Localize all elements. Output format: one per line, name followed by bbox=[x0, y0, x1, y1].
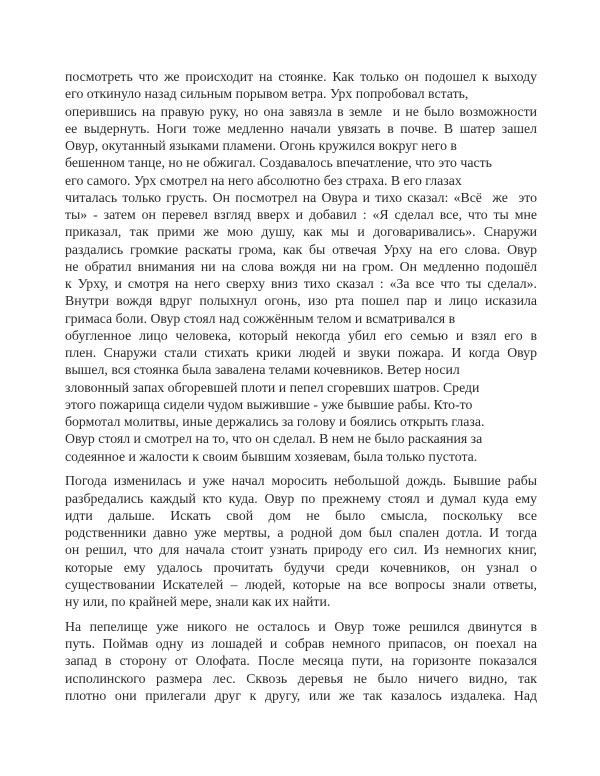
text-line: Погода изменилась и уже начал моросить небольшой дождь. Бывшие рабы bbox=[65, 473, 537, 489]
paragraph bbox=[65, 472, 537, 610]
text-line: раздались громкие раскаты грома, как бы отвечая Урху на его слова. Овур bbox=[65, 241, 537, 257]
text-line: не обратил внимания ни на слова вождя ни на гром. Он медленно подошёл bbox=[65, 258, 537, 274]
text-line: Овур стоял и смотрел на то, что он сделал. В нем не было раскаяния за bbox=[65, 431, 483, 447]
text-line: На пепелище уже никого не осталось и Овур тоже решился двинутся в bbox=[65, 618, 537, 634]
text-line: гримаса боли. Овур стоял над сожжённым телом и всматривался в bbox=[65, 310, 456, 326]
text-line: идти дальше. Искать свой дом не было смысла, поскольку все bbox=[65, 507, 537, 523]
text-line: Овур, окутанный языками пламени. Огонь кружился вокруг него в bbox=[65, 138, 457, 153]
text-line: этого пожарища сидели чудом выжившие - уже бывшие рабы. Кто-то bbox=[65, 396, 473, 412]
text-line: его откинуло назад сильным порывом ветра. Урх попробовал встать, bbox=[65, 86, 469, 102]
text-line: родственники давно уже мертвы, а родной дом был спален дотла. И тогда bbox=[65, 525, 537, 540]
text-line: зловонный запах обгоревшей плоти и пепел сгоревших шатров. Среди bbox=[65, 379, 480, 395]
text-line: которые ему удалось прочитать будучи среди кочевников, он узнал о bbox=[65, 559, 537, 575]
paragraph bbox=[65, 68, 537, 465]
text-line: читалась только грусть. Он посмотрел на Овура и тихо сказал: «Всё же это bbox=[65, 189, 537, 205]
text-line: разбредались каждый кто куда. Овур по прежнему стоял и думал куда ему bbox=[65, 490, 537, 506]
text-line: путь. Поймав одну из лошадей и собрав немного припасов, он поехал на bbox=[65, 636, 537, 651]
text-line: посмотреть что же происходит на стоянке. Как только он подошел к выходу bbox=[65, 69, 537, 84]
paragraph bbox=[65, 618, 537, 704]
text-line: его самого. Урх смотрел на него абсолютно без страха. В его глазах bbox=[65, 172, 462, 188]
text-line: бешенном танце, но не обжигал. Создавалось впечатление, что это часть bbox=[65, 155, 492, 171]
text-line: плотно они прилегали друг к другу, или же так казалось издалека. Над bbox=[65, 687, 537, 703]
text-line: плен. Снаружи стали стихать крики людей и звуки пожара. И когда Овур bbox=[65, 345, 537, 360]
text-line: приказал, так прими же мою душу, как мы и договаривались». Снаружи bbox=[65, 224, 537, 240]
text-line: к Урху, и смотря на него сверху вниз тихо сказал : «За все что ты сделал». bbox=[65, 276, 537, 291]
text-line: оперившись на правую руку, но она завязла в земле и не было возможности bbox=[65, 103, 537, 119]
text-line: содеянное и жалости к своим бывшим хозяевам, была только пустота. bbox=[65, 448, 478, 464]
text-line: вышел, вся стоянка была завалена телами кочевников. Ветер носил bbox=[65, 362, 460, 378]
text-line: бормотал молитвы, иные держались за голову и боялись открыть глаза. bbox=[65, 414, 485, 429]
text-line: Внутри вождя вдруг полыхнул огонь, изо рта пошел пар и лицо исказила bbox=[65, 293, 537, 309]
page-text bbox=[65, 68, 537, 704]
text-line: обугленное лицо человека, который некогда убил его семью и взял его в bbox=[65, 327, 537, 343]
text-line: исполинского размера лес. Сквозь деревья не было ничего видно, так bbox=[65, 670, 537, 686]
text-line: ну или, по крайней мере, знали как их найти. bbox=[65, 594, 331, 609]
text-line: ее выдернуть. Ноги тоже медленно начали увязать в почве. В шатер зашел bbox=[65, 120, 537, 136]
text-line: существовании Искателей – людей, которые на все вопросы знали ответы, bbox=[65, 576, 537, 592]
text-line: ты» - затем он перевел взгляд вверх и добавил : «Я сделал все, что ты мне bbox=[65, 207, 537, 222]
text-line: запад в сторону от Олофата. После месяца пути, на горизонте показался bbox=[65, 653, 537, 669]
text-line: он решил, что для начала стоит узнать природу его сил. Из немногих книг, bbox=[65, 542, 537, 558]
